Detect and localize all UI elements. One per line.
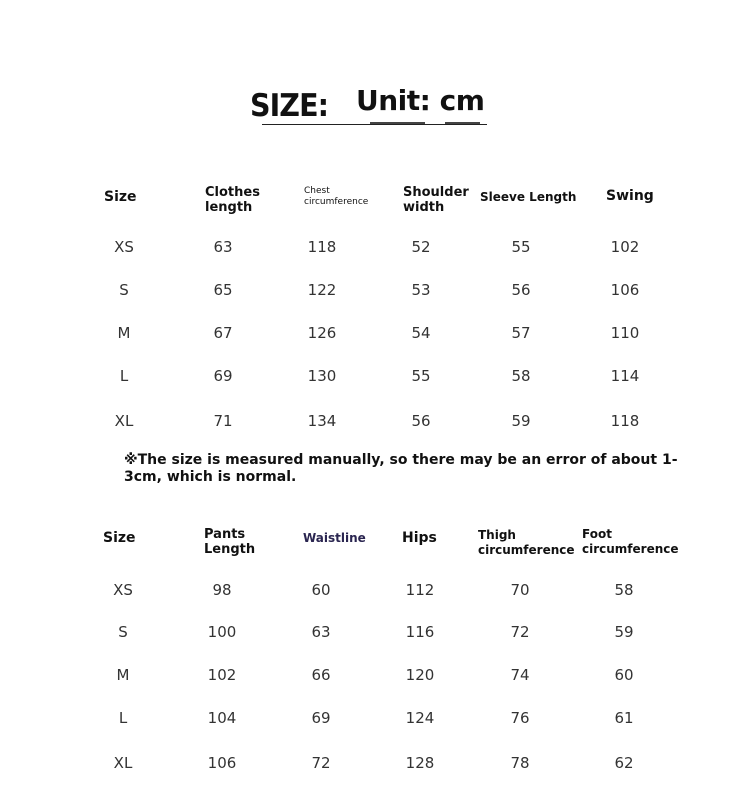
- column-header: Size: [103, 530, 136, 546]
- table-cell: 55: [411, 367, 431, 385]
- column-header: Shoulder width: [403, 185, 469, 215]
- size-cell: S: [118, 623, 128, 641]
- size-cell: S: [119, 281, 129, 299]
- table-cell: 78: [510, 754, 530, 772]
- table-cell: 124: [405, 709, 435, 727]
- column-header: Chest circumference: [304, 186, 369, 207]
- table-cell: 67: [213, 324, 233, 342]
- table-cell: 116: [405, 623, 435, 641]
- table-cell: 61: [614, 709, 634, 727]
- column-header: Foot circumference: [582, 527, 679, 556]
- size-cell: XL: [114, 412, 134, 430]
- table-cell: 118: [610, 412, 640, 430]
- table-cell: 120: [405, 666, 435, 684]
- table-cell: 53: [411, 281, 431, 299]
- measurement-note: ※The size is measured manually, so there may be an error of about 1-3cm, which is normal.: [124, 452, 678, 485]
- column-header: Size: [104, 189, 137, 205]
- table-cell: 60: [311, 581, 331, 599]
- table-cell: 63: [311, 623, 331, 641]
- table-cell: 118: [307, 238, 337, 256]
- table-cell: 52: [411, 238, 431, 256]
- table-cell: 106: [610, 281, 640, 299]
- table-cell: 63: [213, 238, 233, 256]
- size-cell: XL: [113, 754, 133, 772]
- column-header: Thigh circumference: [478, 528, 575, 557]
- column-header: Clothes length: [205, 185, 260, 215]
- table-cell: 76: [510, 709, 530, 727]
- table-cell: 114: [610, 367, 640, 385]
- size-cell: M: [116, 666, 130, 684]
- table-cell: 112: [405, 581, 435, 599]
- size-cell: M: [117, 324, 131, 342]
- column-header: Hips: [402, 530, 437, 546]
- table-cell: 70: [510, 581, 530, 599]
- table-cell: 102: [610, 238, 640, 256]
- table-cell: 62: [614, 754, 634, 772]
- column-header: Sleeve Length: [480, 190, 577, 204]
- table-cell: 55: [511, 238, 531, 256]
- table-cell: 58: [614, 581, 634, 599]
- unit-label: Unit: cm: [356, 84, 485, 117]
- table-cell: 126: [307, 324, 337, 342]
- table-cell: 57: [511, 324, 531, 342]
- table-cell: 54: [411, 324, 431, 342]
- table-cell: 66: [311, 666, 331, 684]
- table-cell: 122: [307, 281, 337, 299]
- table-cell: 69: [213, 367, 233, 385]
- table-cell: 59: [511, 412, 531, 430]
- table-cell: 65: [213, 281, 233, 299]
- size-cell: L: [119, 367, 129, 385]
- table-cell: 72: [510, 623, 530, 641]
- table-cell: 100: [207, 623, 237, 641]
- page-title: [250, 84, 490, 132]
- title-underline-accent: [370, 122, 425, 124]
- column-header: Waistline: [303, 531, 366, 545]
- column-header: Swing: [606, 188, 654, 204]
- table-cell: 74: [510, 666, 530, 684]
- size-cell: L: [118, 709, 128, 727]
- table-cell: 71: [213, 412, 233, 430]
- size-cell: XS: [113, 581, 133, 599]
- title-underline: [262, 124, 487, 125]
- table-cell: 56: [511, 281, 531, 299]
- table-cell: 104: [207, 709, 237, 727]
- size-title: SIZE:: [250, 88, 329, 124]
- table-cell: 102: [207, 666, 237, 684]
- table-cell: 60: [614, 666, 634, 684]
- table-cell: 130: [307, 367, 337, 385]
- size-cell: XS: [114, 238, 134, 256]
- table-cell: 69: [311, 709, 331, 727]
- table-cell: 110: [610, 324, 640, 342]
- table-cell: 58: [511, 367, 531, 385]
- table-cell: 128: [405, 754, 435, 772]
- table-cell: 72: [311, 754, 331, 772]
- column-header: Pants Length: [204, 527, 256, 557]
- table-cell: 59: [614, 623, 634, 641]
- table-cell: 98: [212, 581, 232, 599]
- table-cell: 106: [207, 754, 237, 772]
- table-cell: 134: [307, 412, 337, 430]
- table-cell: 56: [411, 412, 431, 430]
- title-underline-accent: [445, 122, 480, 124]
